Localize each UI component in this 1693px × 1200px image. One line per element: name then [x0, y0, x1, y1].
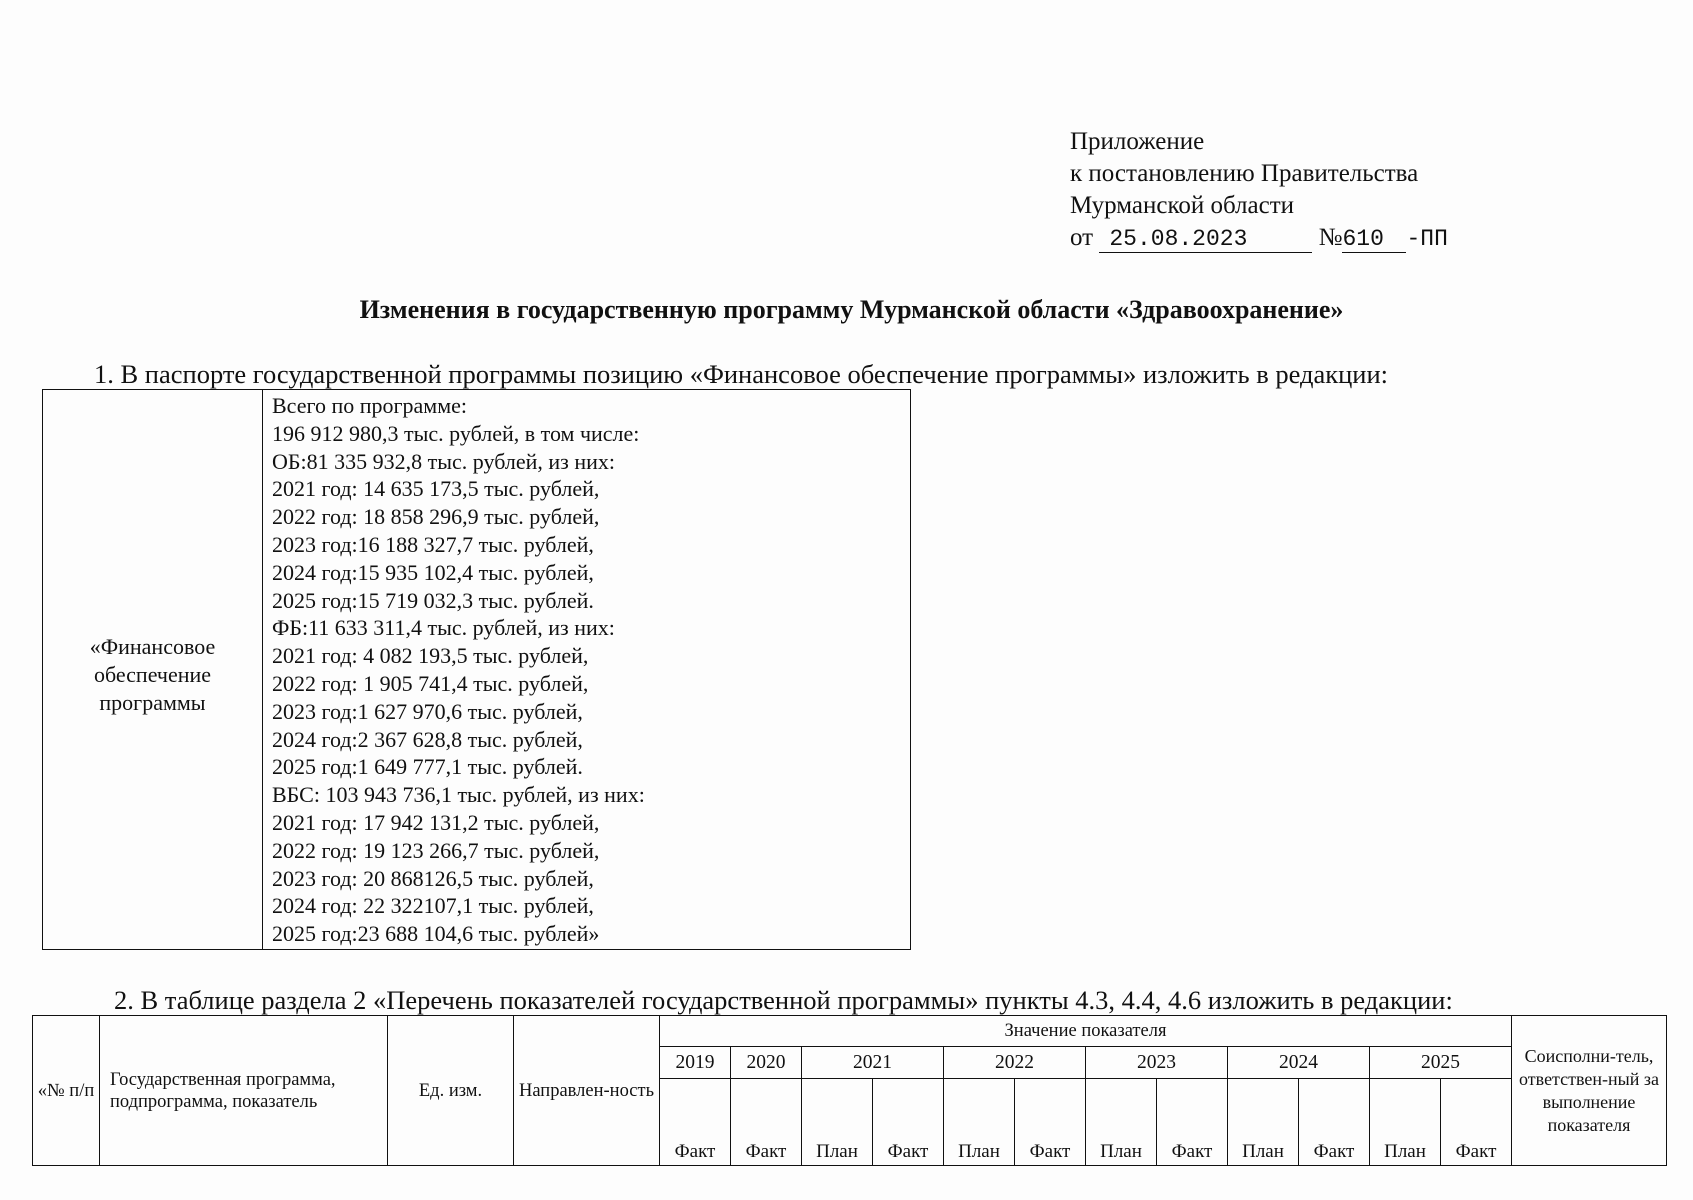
- finance-line: ВБС: 103 943 736,1 тыс. рублей, из них:: [272, 782, 645, 808]
- year-2019: 2019: [660, 1047, 731, 1079]
- finance-line: 2025 год:15 719 032,3 тыс. рублей.: [272, 587, 594, 613]
- sub-2024-fact: Факт: [1299, 1079, 1370, 1166]
- finance-table-label: «Финансовое обеспечение программы: [43, 390, 263, 949]
- header-unit: Ед. изм.: [388, 1016, 514, 1166]
- year-2020: 2020: [731, 1047, 802, 1079]
- document-title: Изменения в государственную программу Мурманской области «Здравоохранение»: [359, 295, 1344, 324]
- finance-line: 2022 год: 1 905 741,4 тыс. рублей,: [272, 670, 589, 696]
- finance-line: 2024 год: 22 322107,1 тыс. рублей,: [272, 893, 594, 919]
- appendix-block: [1070, 126, 1448, 255]
- indicator-table-header: [32, 1015, 1667, 1166]
- finance-line: 2025 год:23 688 104,6 тыс. рублей»: [272, 921, 600, 947]
- finance-line: 2024 год:15 935 102,4 тыс. рублей,: [272, 559, 594, 585]
- finance-line: 2021 год: 4 082 193,5 тыс. рублей,: [272, 643, 589, 669]
- finance-line: 196 912 980,3 тыс. рублей, в том числе:: [272, 420, 640, 446]
- finance-table: [42, 389, 911, 950]
- sub-2019-fact: Факт: [660, 1079, 731, 1166]
- paragraph-2: 2. В таблице раздела 2 «Перечень показателей государственной программы» пункты 4.3, 4.4, 4.6 изложить в редакции:: [114, 985, 1453, 1015]
- finance-line: 2023 год:16 188 327,7 тыс. рублей,: [272, 531, 594, 557]
- year-2022: 2022: [944, 1047, 1086, 1079]
- finance-line: 2022 год: 19 123 266,7 тыс. рублей,: [272, 837, 600, 863]
- finance-line: ФБ:11 633 311,4 тыс. рублей, из них:: [272, 615, 615, 641]
- year-2021: 2021: [802, 1047, 944, 1079]
- header-indicator-value: Значение показателя: [660, 1016, 1512, 1047]
- finance-line: 2024 год:2 367 628,8 тыс. рублей,: [272, 726, 583, 752]
- decree-number-suffix: -ПП: [1406, 226, 1448, 252]
- sub-2023-plan: План: [1086, 1079, 1157, 1166]
- sub-2024-plan: План: [1228, 1079, 1299, 1166]
- decree-number: 610: [1342, 226, 1406, 253]
- header-direction: Направлен-ность: [514, 1016, 660, 1166]
- appendix-region-line: Мурманской области: [1070, 192, 1295, 219]
- paragraph-1: 1. В паспорте государственной программы позицию «Финансовое обеспечение программы» изложить в редакции:: [94, 359, 1389, 389]
- year-2023: 2023: [1086, 1047, 1228, 1079]
- finance-line: 2025 год:1 649 777,1 тыс. рублей.: [272, 754, 583, 780]
- header-num: «№ п/п: [33, 1016, 100, 1166]
- sub-2021-fact: Факт: [873, 1079, 944, 1166]
- sub-2025-fact: Факт: [1441, 1079, 1512, 1166]
- appendix-title: Приложение: [1070, 128, 1205, 155]
- year-2024: 2024: [1228, 1047, 1370, 1079]
- finance-line: 2022 год: 18 858 296,9 тыс. рублей,: [272, 504, 600, 530]
- appendix-date-line: [1070, 222, 1448, 255]
- finance-line: 2023 год:1 627 970,6 тыс. рублей,: [272, 698, 583, 724]
- header-program: Государственная программа, подпрограмма, показатель: [100, 1016, 388, 1166]
- sub-2022-plan: План: [944, 1079, 1015, 1166]
- header-coexecutor: Соисполни-тель, ответствен-ный за выполнение показателя: [1512, 1016, 1667, 1166]
- finance-line: 2023 год: 20 868126,5 тыс. рублей,: [272, 865, 594, 891]
- from-label: от: [1070, 224, 1094, 251]
- sub-2025-plan: План: [1370, 1079, 1441, 1166]
- finance-line: 2021 год: 14 635 173,5 тыс. рублей,: [272, 476, 600, 502]
- finance-table-values: [263, 390, 645, 949]
- year-2025: 2025: [1370, 1047, 1512, 1079]
- number-sign: №: [1318, 224, 1343, 251]
- sub-2023-fact: Факт: [1157, 1079, 1228, 1166]
- sub-2020-fact: Факт: [731, 1079, 802, 1166]
- decree-date: 25.08.2023: [1099, 226, 1312, 253]
- finance-line: 2021 год: 17 942 131,2 тыс. рублей,: [272, 809, 600, 835]
- appendix-decree-line: к постановлению Правительства: [1070, 160, 1419, 187]
- sub-2021-plan: План: [802, 1079, 873, 1166]
- finance-line: Всего по программе:: [272, 393, 468, 418]
- finance-line: ОБ:81 335 932,8 тыс. рублей, из них:: [272, 448, 615, 474]
- sub-2022-fact: Факт: [1015, 1079, 1086, 1166]
